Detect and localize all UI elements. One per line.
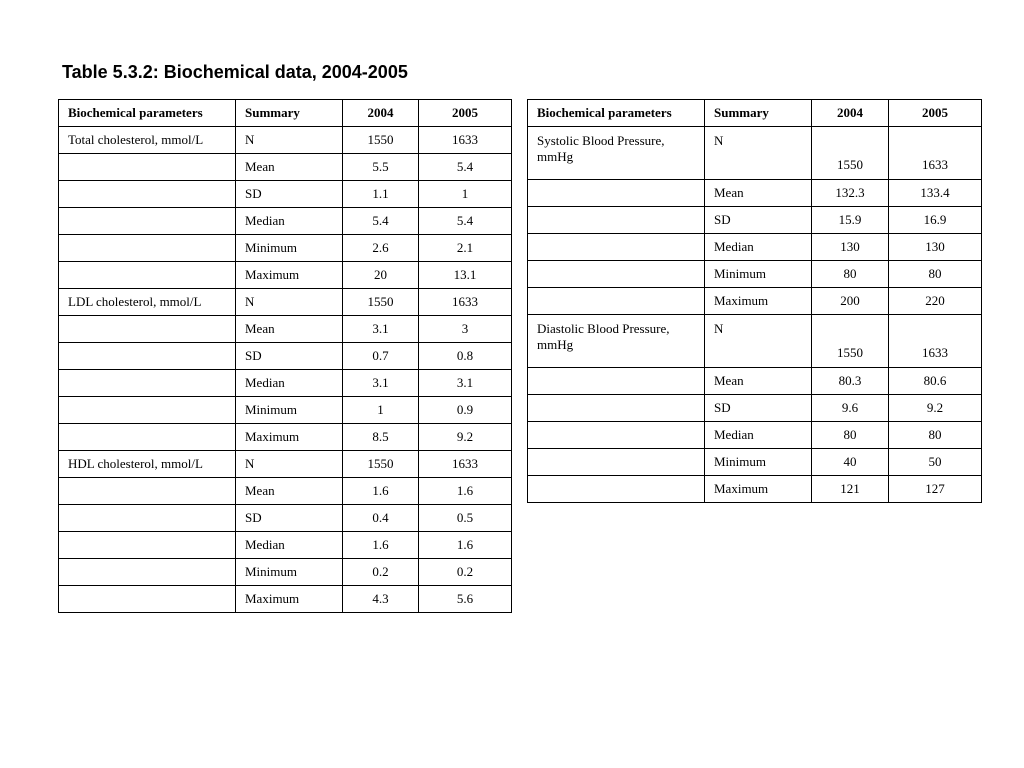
cell-summary: Mean — [236, 316, 343, 343]
cell-parameter — [59, 154, 236, 181]
cell-parameter — [59, 235, 236, 262]
cell-parameter — [59, 505, 236, 532]
table-row — [59, 316, 512, 343]
cell-2004: 0.4 — [343, 505, 419, 532]
table-row — [59, 505, 512, 532]
cell-summary: Mean — [236, 154, 343, 181]
cell-parameter — [528, 422, 705, 449]
table-row — [59, 208, 512, 235]
cell-2005: 1.6 — [419, 478, 512, 505]
header-summary: Summary — [236, 100, 343, 127]
cell-summary: Median — [236, 208, 343, 235]
header-2005: 2005 — [889, 100, 982, 127]
cell-summary: N — [236, 451, 343, 478]
cell-2005: 0.5 — [419, 505, 512, 532]
table-row — [59, 397, 512, 424]
cell-2005: 220 — [889, 288, 982, 315]
cell-2005: 1 — [419, 181, 512, 208]
cell-2004: 3.1 — [343, 370, 419, 397]
table-row — [59, 181, 512, 208]
cell-summary: Median — [705, 422, 812, 449]
table-row — [59, 451, 512, 478]
cell-parameter — [59, 181, 236, 208]
cell-2004: 80.3 — [812, 368, 889, 395]
cell-summary: Minimum — [236, 559, 343, 586]
cell-2004: 80 — [812, 422, 889, 449]
left-data-table — [58, 99, 512, 613]
table-row — [59, 586, 512, 613]
header-2005: 2005 — [419, 100, 512, 127]
cell-2005: 1633 — [889, 315, 982, 368]
cell-2004: 5.4 — [343, 208, 419, 235]
cell-parameter — [59, 424, 236, 451]
cell-parameter — [59, 478, 236, 505]
cell-summary: Median — [236, 532, 343, 559]
cell-2005: 9.2 — [889, 395, 982, 422]
cell-summary: N — [705, 315, 812, 368]
cell-2005: 1633 — [419, 127, 512, 154]
cell-parameter: LDL cholesterol, mmol/L — [59, 289, 236, 316]
table-row — [59, 424, 512, 451]
cell-summary: N — [236, 127, 343, 154]
cell-2004: 2.6 — [343, 235, 419, 262]
cell-summary: Maximum — [705, 476, 812, 503]
header-parameters: Biochemical parameters — [528, 100, 705, 127]
cell-summary: Maximum — [236, 262, 343, 289]
table-row — [528, 395, 982, 422]
cell-parameter — [59, 397, 236, 424]
table-row — [528, 207, 982, 234]
table-row — [528, 127, 982, 180]
cell-summary: Maximum — [705, 288, 812, 315]
table-row — [59, 154, 512, 181]
header-summary: Summary — [705, 100, 812, 127]
cell-2004: 4.3 — [343, 586, 419, 613]
cell-2005: 1633 — [889, 127, 982, 180]
cell-2005: 1633 — [419, 289, 512, 316]
table-row — [59, 289, 512, 316]
right-data-table — [527, 99, 982, 503]
cell-summary: Mean — [705, 368, 812, 395]
cell-summary: SD — [705, 395, 812, 422]
cell-summary: SD — [236, 343, 343, 370]
cell-2004: 40 — [812, 449, 889, 476]
page-title: Table 5.3.2: Biochemical data, 2004-2005 — [62, 62, 408, 82]
table-row — [528, 315, 982, 368]
cell-2005: 16.9 — [889, 207, 982, 234]
cell-2005: 0.2 — [419, 559, 512, 586]
cell-summary: N — [705, 127, 812, 180]
cell-2004: 5.5 — [343, 154, 419, 181]
table-row — [528, 449, 982, 476]
cell-summary: Minimum — [236, 235, 343, 262]
cell-2004: 121 — [812, 476, 889, 503]
cell-parameter: Systolic Blood Pressure, mmHg — [528, 127, 705, 180]
header-2004: 2004 — [343, 100, 419, 127]
table-row — [59, 262, 512, 289]
cell-parameter — [528, 395, 705, 422]
cell-parameter — [528, 234, 705, 261]
cell-2004: 132.3 — [812, 180, 889, 207]
cell-2005: 9.2 — [419, 424, 512, 451]
cell-summary: Mean — [705, 180, 812, 207]
cell-2005: 5.4 — [419, 154, 512, 181]
cell-summary: Minimum — [705, 261, 812, 288]
table-row — [59, 235, 512, 262]
cell-2005: 0.9 — [419, 397, 512, 424]
cell-2004: 130 — [812, 234, 889, 261]
cell-2005: 3 — [419, 316, 512, 343]
cell-summary: N — [236, 289, 343, 316]
cell-2005: 13.1 — [419, 262, 512, 289]
cell-2004: 3.1 — [343, 316, 419, 343]
cell-2005: 5.6 — [419, 586, 512, 613]
table-header-row — [59, 100, 512, 127]
cell-parameter: Total cholesterol, mmol/L — [59, 127, 236, 154]
table-row — [59, 478, 512, 505]
table-row — [59, 343, 512, 370]
cell-2005: 1.6 — [419, 532, 512, 559]
cell-2004: 1.6 — [343, 532, 419, 559]
header-parameters: Biochemical parameters — [59, 100, 236, 127]
cell-summary: Mean — [236, 478, 343, 505]
table-row — [59, 559, 512, 586]
cell-parameter — [528, 288, 705, 315]
cell-parameter — [59, 532, 236, 559]
cell-2005: 80 — [889, 422, 982, 449]
table-row — [59, 532, 512, 559]
cell-2004: 1550 — [343, 127, 419, 154]
cell-2005: 80 — [889, 261, 982, 288]
cell-parameter — [528, 261, 705, 288]
cell-2005: 50 — [889, 449, 982, 476]
cell-parameter — [59, 208, 236, 235]
table-row — [59, 370, 512, 397]
cell-parameter — [59, 343, 236, 370]
cell-2004: 1550 — [812, 127, 889, 180]
cell-2005: 5.4 — [419, 208, 512, 235]
cell-2004: 9.6 — [812, 395, 889, 422]
cell-2005: 127 — [889, 476, 982, 503]
cell-2004: 1.1 — [343, 181, 419, 208]
cell-2004: 200 — [812, 288, 889, 315]
cell-parameter — [528, 476, 705, 503]
cell-2004: 0.2 — [343, 559, 419, 586]
cell-parameter — [528, 368, 705, 395]
cell-2004: 1 — [343, 397, 419, 424]
cell-summary: Median — [236, 370, 343, 397]
cell-parameter — [528, 180, 705, 207]
cell-2004: 1550 — [343, 451, 419, 478]
cell-parameter — [59, 262, 236, 289]
cell-summary: SD — [705, 207, 812, 234]
cell-summary: Minimum — [705, 449, 812, 476]
table-row — [528, 234, 982, 261]
cell-summary: Median — [705, 234, 812, 261]
cell-parameter — [59, 559, 236, 586]
cell-summary: Maximum — [236, 424, 343, 451]
cell-2004: 1550 — [812, 315, 889, 368]
cell-parameter — [528, 449, 705, 476]
cell-2005: 3.1 — [419, 370, 512, 397]
cell-parameter — [59, 316, 236, 343]
table-row — [528, 288, 982, 315]
table-header-row — [528, 100, 982, 127]
cell-2004: 1.6 — [343, 478, 419, 505]
cell-parameter — [59, 370, 236, 397]
cell-summary: SD — [236, 181, 343, 208]
table-row — [528, 368, 982, 395]
cell-parameter — [528, 207, 705, 234]
cell-2005: 0.8 — [419, 343, 512, 370]
cell-2005: 1633 — [419, 451, 512, 478]
table-row — [528, 422, 982, 449]
cell-2005: 130 — [889, 234, 982, 261]
cell-2004: 8.5 — [343, 424, 419, 451]
table-row — [59, 127, 512, 154]
cell-summary: Minimum — [236, 397, 343, 424]
cell-summary: Maximum — [236, 586, 343, 613]
table-row — [528, 476, 982, 503]
cell-2004: 20 — [343, 262, 419, 289]
cell-2004: 1550 — [343, 289, 419, 316]
cell-2005: 133.4 — [889, 180, 982, 207]
cell-summary: SD — [236, 505, 343, 532]
cell-2004: 80 — [812, 261, 889, 288]
cell-parameter — [59, 586, 236, 613]
table-row — [528, 261, 982, 288]
cell-parameter: Diastolic Blood Pressure, mmHg — [528, 315, 705, 368]
table-row — [528, 180, 982, 207]
cell-2005: 80.6 — [889, 368, 982, 395]
cell-2005: 2.1 — [419, 235, 512, 262]
cell-2004: 15.9 — [812, 207, 889, 234]
cell-2004: 0.7 — [343, 343, 419, 370]
header-2004: 2004 — [812, 100, 889, 127]
cell-parameter: HDL cholesterol, mmol/L — [59, 451, 236, 478]
